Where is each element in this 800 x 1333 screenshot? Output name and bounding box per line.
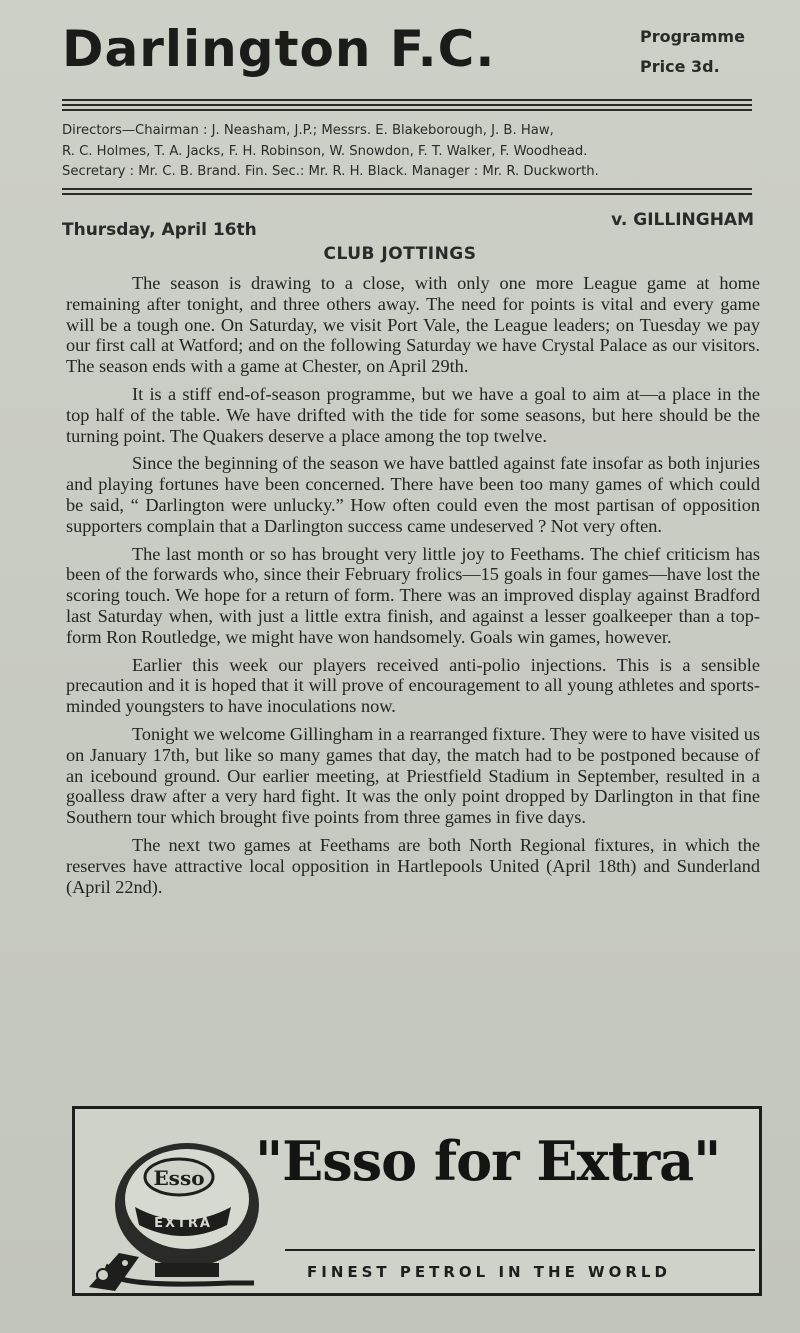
programme-label: Programme [640,27,745,46]
opponent-label: v. GILLINGHAM [611,210,754,230]
advert-tagline: FINEST PETROL IN THE WORLD [307,1263,671,1281]
globe-brand-text: Esso [153,1166,205,1190]
article-paragraph: Earlier this week our players received anti-polio injections. This is a sensible precaution and it is hoped that it will prove of encouragement to all young athletes and sports-minded youngsters to have inoculations now. [66,654,760,717]
header-rule-top [62,99,752,101]
globe-sub-text: EXTRA [154,1216,212,1231]
directors-rule-top [62,188,752,190]
programme-price-block [640,22,745,82]
price-label: Price 3d. [640,57,720,76]
article-paragraph: It is a stiff end-of-season programme, but we have a goal to aim at—a place in the top half of the table. We have drifted with the tide for some seasons, but here should be the turning point. The Quakers deserve a place among the top twelve. [66,383,760,446]
esso-advert [72,1106,762,1296]
club-name: Darlington F.C. [62,20,496,78]
directors-line: R. C. Holmes, T. A. Jacks, F. H. Robinson, W. Snowdon, F. T. Walker, F. Woodhead. [62,143,588,159]
header-rule-middle [62,104,752,106]
directors-line: Secretary : Mr. C. B. Brand. Fin. Sec.: Mr. R. H. Black. Manager : Mr. R. Duckworth. [62,164,599,179]
advert-slogan: "Esso for Extra" [255,1129,721,1193]
directors-list [62,121,754,183]
section-title: CLUB JOTTINGS [323,244,477,264]
article-paragraph: The next two games at Feethams are both North Regional fixtures, in which the reserves have attractive local opposition in Hartlepools United (April 18th) and Sunderland (April 22nd). [66,834,760,897]
article-paragraph: Tonight we welcome Gillingham in a rearranged fixture. They were to have visited us on January 17th, but like so many games that day, the match had to be postponed because of an icebound ground. Our earlier meeting, at Priestfield Stadium in September, resulted in a goalless draw after a very hard fight. It was the only point dropped by Darlington in that fine Southern tour which brought five points from three games in five days. [66,723,760,828]
article-paragraph: The last month or so has brought very little joy to Feethams. The chief criticism has been of the forwards who, since their February frolics—15 goals in four games—have lost the scoring touch. We hope for a return of form. There was an improved display against Bradford last Saturday when, with just a little extra finish, and against a lesser goalkeeper than a top-form Ron Routledge, we might have won handsomely. Goals win games, however. [66,543,760,647]
petrol-pump-globe-icon [79,1115,259,1293]
article-paragraph: Since the beginning of the season we have battled against fate insofar as both injuries and playing fortunes have been concerned. There have been too many games of which could be said, “ Darlington were unlucky.” How often could even the most partisan of opposition supporters complain that a Darlington success came undeserved ? Not very often. [66,453,760,536]
article-paragraph: The season is drawing to a close, with only one more League game at home remaining after tonight, and three others away. The need for points is vital and every game will be a tough one. On Saturday, we visit Port Vale, the League leaders; on Tuesday we pay our first call at Watford; and on the following Saturday we have Crystal Palace as our visitors. The season ends with a game at Chester, on April 29th. [66,273,760,377]
directors-rule-bottom [62,193,752,195]
club-jottings-article [66,273,760,904]
advert-rule [285,1249,755,1251]
directors-line: Directors—Chairman : J. Neasham, J.P.; Messrs. E. Blakeborough, J. B. Haw, [62,123,554,138]
match-date: Thursday, April 16th [62,220,257,240]
header-rule-bottom [62,109,752,111]
